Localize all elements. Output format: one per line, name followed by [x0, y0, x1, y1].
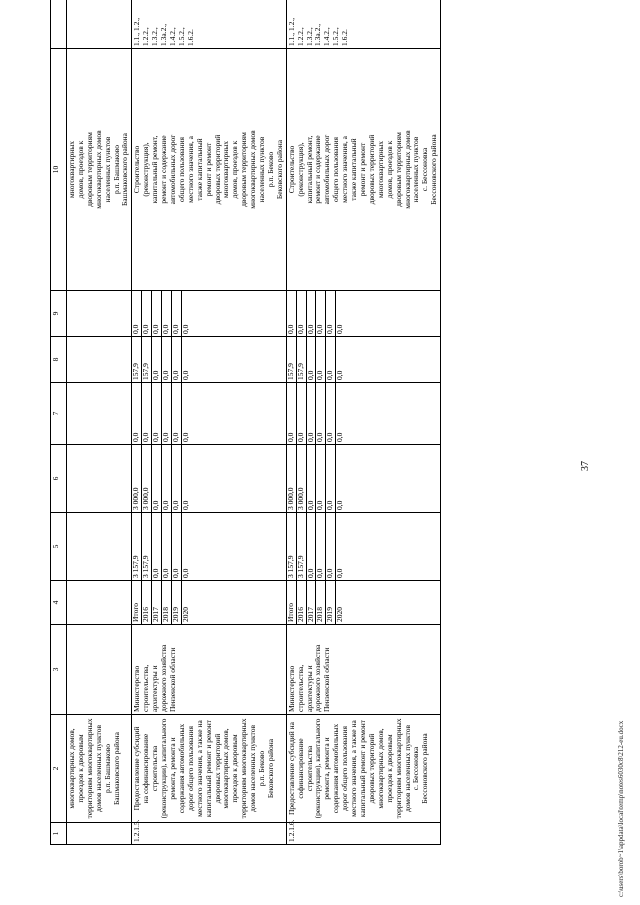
header-cell: 7: [51, 383, 67, 445]
amount-value: 0,0: [335, 568, 345, 578]
header-cell: 9: [51, 291, 67, 337]
amount-value: 0,0: [287, 291, 297, 336]
header-cell: 5: [51, 513, 67, 581]
amount-value: 0,0: [162, 291, 172, 336]
amount-value: 0,0: [180, 500, 190, 510]
amount-value: 0,0: [287, 383, 297, 444]
year-value: 2020: [335, 607, 345, 622]
amount-value: 3 000,0: [287, 445, 297, 512]
header-cell: 3: [51, 625, 67, 715]
cell-empty: [67, 625, 132, 715]
amount-value: 0,0: [162, 445, 172, 512]
amount-value: 0,0: [307, 337, 317, 382]
cell-empty: [67, 823, 132, 845]
row-indicators: 1.1., 1.2., 1.2.2., 1.3.2., 1.3а.2., 1.4.2., 1.5.2., 1.6.2.: [286, 0, 440, 49]
amount-value: 3 000,0: [142, 445, 152, 512]
amount-value: 0,0: [162, 337, 172, 382]
funding-col9-cell: [132, 291, 286, 337]
amount-value: 0,0: [316, 445, 326, 512]
amount-value: 3 157,9: [287, 513, 297, 580]
amount-value: 0,0: [172, 383, 182, 444]
amount-value: 0,0: [142, 383, 152, 444]
row-indicators: 1.1., 1.2., 1.2.2., 1.3.2., 1.3а.2., 1.4.2., 1.5.2., 1.6.2.: [132, 0, 286, 49]
amount-value: 0,0: [162, 383, 172, 444]
funding-col6-cell: [286, 445, 440, 513]
years-cell: [286, 581, 440, 625]
amount-value: 0,0: [326, 445, 336, 512]
amount-value: 0,0: [316, 337, 326, 382]
amount-value: 0,0: [307, 383, 317, 444]
amount-value: 0,0: [297, 383, 307, 444]
amount-value: 0,0: [172, 513, 182, 580]
continuation-row: [67, 0, 132, 845]
continuation-name: многоквартирных домов, проездов к дворовым территориям многоквартирных домов населенных пунктов р.п. Башмаково Башмаковского района: [67, 715, 132, 823]
amount-value: 0,0: [307, 291, 317, 336]
continuation-result: многоквартирных домов, проездов к дворовым территориям многоквартирных домов населенных пунктов р.п. Башмаково Башмаковского района: [67, 49, 132, 291]
amount-value: 0,0: [180, 568, 190, 578]
years-cell: [132, 581, 286, 625]
header-cell: 1: [51, 823, 67, 845]
funding-col9-cell: [286, 291, 440, 337]
year-value: 2020: [180, 607, 190, 622]
year-value: 2017: [152, 581, 162, 624]
amount-value: 0,0: [180, 432, 190, 442]
amount-value: 0,0: [307, 513, 317, 580]
row-name: Предоставление субсидий на софинансирование строительства (реконструкции), капитального ремонта, ремонта и содержания автомобильных дорог общего пользования местного значения, а также на капитальный ремонт и ремонт дворовых территорий многоквартирных домов, проездов к дворовым территориям многоквартирных домов населенных пунктов р.п. Беково Бековского района: [132, 715, 286, 823]
header-cell: 2: [51, 715, 67, 823]
amount-value: 0,0: [326, 337, 336, 382]
header-cell: 6: [51, 445, 67, 513]
funding-col8-cell: [286, 337, 440, 383]
amount-value: 0,0: [297, 291, 307, 336]
year-value: 2016: [142, 581, 152, 624]
amount-value: 157,9: [132, 337, 142, 382]
amount-value: 0,0: [316, 291, 326, 336]
amount-value: 0,0: [326, 383, 336, 444]
row-number: 1.2.1.5.: [132, 823, 286, 845]
year-value: Итого: [287, 581, 297, 624]
funding-col7-cell: [132, 383, 286, 445]
amount-value: 3 157,9: [132, 513, 142, 580]
year-value: 2019: [172, 581, 182, 624]
amount-value: 0,0: [180, 324, 190, 334]
row-result: Строительство (реконструкция), капитальный ремонт, ремонт и содержание автомобильных дорог общего пользования местного значения, а также капитальный ремонт и ремонт дворовых территорий многоквартирных домов, проездов к дворовым территориям многоквартирных домов населенных пунктов р.п. Беково Бековского района: [132, 49, 286, 291]
amount-value: 0,0: [307, 445, 317, 512]
amount-value: 0,0: [326, 291, 336, 336]
amount-value: 3 157,9: [142, 513, 152, 580]
funding-col7-cell: [286, 383, 440, 445]
amount-value: 0,0: [162, 513, 172, 580]
amount-value: 3 157,9: [297, 513, 307, 580]
amount-value: 0,0: [152, 513, 162, 580]
year-value: 2016: [297, 581, 307, 624]
amount-value: 0,0: [316, 383, 326, 444]
amount-value: 0,0: [335, 324, 345, 334]
amount-value: 0,0: [335, 500, 345, 510]
row-number: 1.2.1.6.: [286, 823, 440, 845]
cell-empty: [67, 513, 132, 581]
amount-value: 0,0: [335, 370, 345, 380]
cell-empty: [67, 0, 132, 49]
amount-value: 0,0: [152, 383, 162, 444]
amount-value: 0,0: [132, 291, 142, 336]
header-row: [51, 0, 67, 845]
amount-value: 0,0: [335, 432, 345, 442]
row-executor: Министерство строительства, архитектуры и дорожного хозяйства Пензенской области: [132, 625, 286, 715]
header-cell: 4: [51, 581, 67, 625]
cell-empty: [67, 581, 132, 625]
amount-value: 3 000,0: [297, 445, 307, 512]
amount-value: 0,0: [152, 445, 162, 512]
table-row: [132, 0, 286, 845]
year-value: Итого: [132, 581, 142, 624]
total-funding-cell: [132, 513, 286, 581]
cell-empty: [67, 291, 132, 337]
page-number: 37: [580, 461, 591, 471]
amount-value: 0,0: [180, 370, 190, 380]
header-cell: 8: [51, 337, 67, 383]
year-value: 2019: [326, 581, 336, 624]
total-funding-cell: [286, 513, 440, 581]
amount-value: 0,0: [172, 291, 182, 336]
table-row: [286, 0, 440, 845]
program-table: [50, 0, 441, 845]
amount-value: 0,0: [172, 337, 182, 382]
amount-value: 0,0: [142, 291, 152, 336]
amount-value: 0,0: [152, 337, 162, 382]
funding-col6-cell: [132, 445, 286, 513]
amount-value: 0,0: [152, 291, 162, 336]
funding-col8-cell: [132, 337, 286, 383]
cell-empty: [67, 337, 132, 383]
amount-value: 157,9: [287, 337, 297, 382]
amount-value: 3 000,0: [132, 445, 142, 512]
file-path-footer: c:\users\borob~1\appdata\local\temp\notes6030c8\212-eu.docx: [617, 720, 625, 897]
year-value: 2017: [307, 581, 317, 624]
amount-value: 0,0: [132, 383, 142, 444]
header-cell: 10: [51, 49, 67, 291]
amount-value: 0,0: [172, 445, 182, 512]
row-result: Строительство (реконструкция), капитальный ремонт, ремонт и содержание автомобильных дорог общего пользования местного значения, а также капитальный ремонт и ремонт дворовых территорий многоквартирных домов, проездов к дворовым территориям многоквартирных домов населенных пунктов с. Бессоновка Бессоновского района: [286, 49, 440, 291]
row-name: Предоставление субсидий на софинансирование строительства (реконструкции), капитального ремонта, ремонта и содержания автомобильных дорог общего пользования местного значения, а также на капитальный ремонт и ремонт дворовых территорий многоквартирных домов, проездов к дворовым территориям многоквартирных домов населенных пунктов с. Бессоновка Бессоновского района: [286, 715, 440, 823]
year-value: 2018: [316, 581, 326, 624]
amount-value: 0,0: [326, 513, 336, 580]
cell-empty: [67, 383, 132, 445]
cell-empty: [67, 445, 132, 513]
amount-value: 157,9: [297, 337, 307, 382]
header-cell: [51, 0, 67, 49]
row-executor: Министерство строительства, архитектуры и дорожного хозяйства Пензенской области: [286, 625, 440, 715]
year-value: 2018: [162, 581, 172, 624]
amount-value: 0,0: [316, 513, 326, 580]
amount-value: 157,9: [142, 337, 152, 382]
